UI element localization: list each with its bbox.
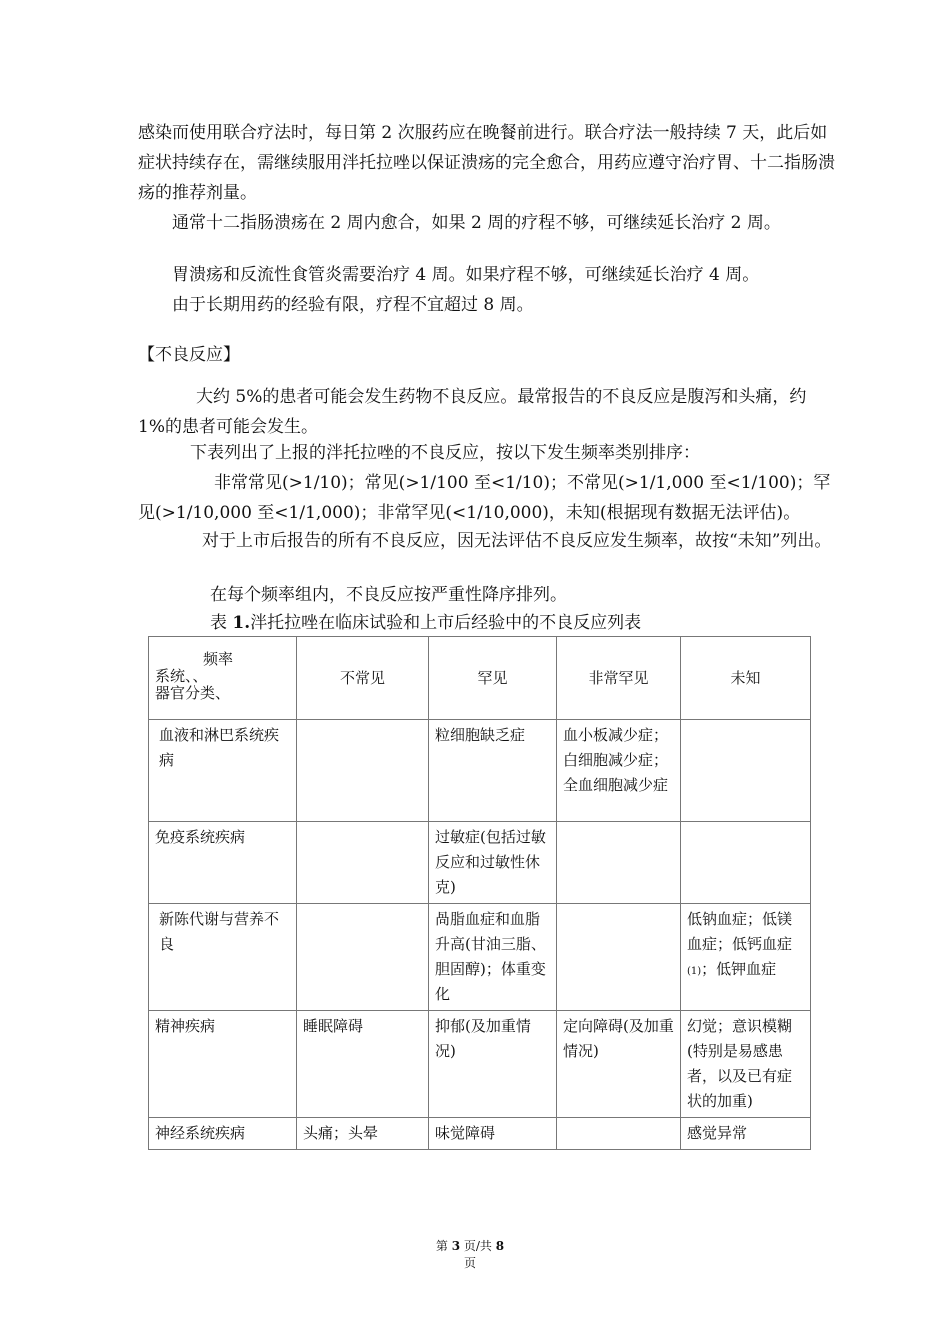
- cell-rare: 粒细胞缺乏症: [429, 720, 557, 822]
- cell-very-rare: [557, 904, 681, 1011]
- cell-unknown: [681, 822, 811, 904]
- table-row: [149, 822, 811, 904]
- cell-unknown: [681, 904, 811, 1011]
- paragraph-frequency-categories: 非常常见(>1/10)；常见(>1/100 至<1/10)；不常见(>1/1,000 至<1/100)；罕见(>1/10,000 至<1/1,000)；非常罕见(<1/10,000)，未知(根据现有数据无法评估)。: [138, 473, 831, 523]
- paragraph-severity-order: 在每个频率组内，不良反应按严重性降序排列。: [210, 585, 567, 605]
- row-system-nervous: 神经系统疾病: [149, 1118, 297, 1150]
- cell-uncommon: [297, 822, 429, 904]
- paragraph-postmarketing-note: 对于上市后报告的所有不良反应，因无法评估不良反应发生频率，故按“未知”列出。: [202, 531, 832, 551]
- corner-system-label: 系统、、: [155, 667, 208, 685]
- header-very-rare: 非常罕见: [557, 637, 681, 720]
- footer-suffix: 页: [463, 1256, 476, 1270]
- cell-unknown: 感觉异常: [681, 1118, 811, 1150]
- corner-header-cell: [149, 637, 297, 720]
- page-footer: [400, 1238, 540, 1272]
- cell-very-rare: 血小板减少症；白细胞减少症；全血细胞减少症: [557, 720, 681, 822]
- paragraph-table-intro: 下表列出了上报的泮托拉唑的不良反应，按以下发生频率类别排序：: [190, 443, 700, 463]
- paragraph-gastric-ulcer: 胃溃疡和反流性食管炎需要治疗 4 周。如果疗程不够，可继续延长治疗 4 周。: [172, 265, 760, 285]
- cell-very-rare: [557, 1118, 681, 1150]
- paragraph-duration-limit: 由于长期用药的经验有限，疗程不宜超过 8 周。: [172, 295, 534, 315]
- footer-mid: 页/共: [460, 1239, 496, 1253]
- header-unknown: 未知: [681, 637, 811, 720]
- row-system-psychiatric: 精神疾病: [149, 1011, 297, 1118]
- footer-page-number: 3: [451, 1239, 461, 1253]
- corner-organ-class-label: 器官分类、: [155, 684, 231, 702]
- row-system-metabolism: 新陈代谢与营养不良: [149, 904, 297, 1011]
- section-heading-adverse-reactions: 【不良反应】: [138, 345, 240, 365]
- cell-unknown: 幻觉；意识模糊(特别是易感患者，以及已有症状的加重): [681, 1011, 811, 1118]
- table-header-row: [149, 637, 811, 720]
- footnote-marker: (1): [687, 966, 702, 977]
- cell-unknown-tail: ；低钾血症: [701, 960, 777, 978]
- table-caption: [210, 608, 910, 638]
- row-system-immune: 免疫系统疾病: [149, 822, 297, 904]
- table-row: [149, 1011, 811, 1118]
- corner-frequency-label: 频率: [203, 650, 234, 668]
- paragraph-duodenal-ulcer: 通常十二指肠溃疡在 2 周内愈合，如果 2 周的疗程不够，可继续延长治疗 2 周。: [172, 213, 781, 233]
- cell-uncommon: [297, 720, 429, 822]
- table-caption-number: 1.: [232, 613, 251, 633]
- table-row: [149, 720, 811, 822]
- header-uncommon: 不常见: [297, 637, 429, 720]
- table-caption-text: 泮托拉唑在临床试验和上市后经验中的不良反应列表: [250, 613, 642, 633]
- paragraph-combination-therapy: 感染而使用联合疗法时，每日第 2 次服药应在晚餐前进行。联合疗法一般持续 7 天，此后如症状持续存在，需继续服用泮托拉唑以保证溃疡的完全愈合，用药应遵守治疗胃、十二指肠溃疡的推荐剂量。: [138, 123, 835, 203]
- cell-very-rare: 定向障碍(及加重情况): [557, 1011, 681, 1118]
- paragraph-adr-incidence: 大约 5%的患者可能会发生药物不良反应。最常报告的不良反应是腹泻和头痛，约 1%的患者可能会发生。: [138, 387, 807, 437]
- cell-unknown-text: 低钠血症；低镁血症；低钙血症: [687, 910, 793, 953]
- row-system-blood: 血液和淋巴系统疾病: [149, 720, 297, 822]
- table-caption-prefix: 表: [210, 613, 233, 633]
- cell-unknown: [681, 720, 811, 822]
- cell-rare: 过敏症(包括过敏反应和过敏性休克): [429, 822, 557, 904]
- footer-prefix: 第: [435, 1239, 452, 1253]
- table-row: [149, 904, 811, 1011]
- cell-uncommon: 睡眠障碍: [297, 1011, 429, 1118]
- table-row: [149, 1118, 811, 1150]
- cell-rare: 味觉障碍: [429, 1118, 557, 1150]
- cell-very-rare: [557, 822, 681, 904]
- cell-rare: 抑郁(及加重情况): [429, 1011, 557, 1118]
- header-rare: 罕见: [429, 637, 557, 720]
- footer-total-pages: 8: [495, 1239, 505, 1253]
- cell-rare: 咼脂血症和血脂升高(甘油三脂、胆固醇)；体重变化: [429, 904, 557, 1011]
- cell-uncommon: [297, 904, 429, 1011]
- cell-uncommon: 头痛；头晕: [297, 1118, 429, 1150]
- adverse-reactions-table: [148, 636, 811, 1150]
